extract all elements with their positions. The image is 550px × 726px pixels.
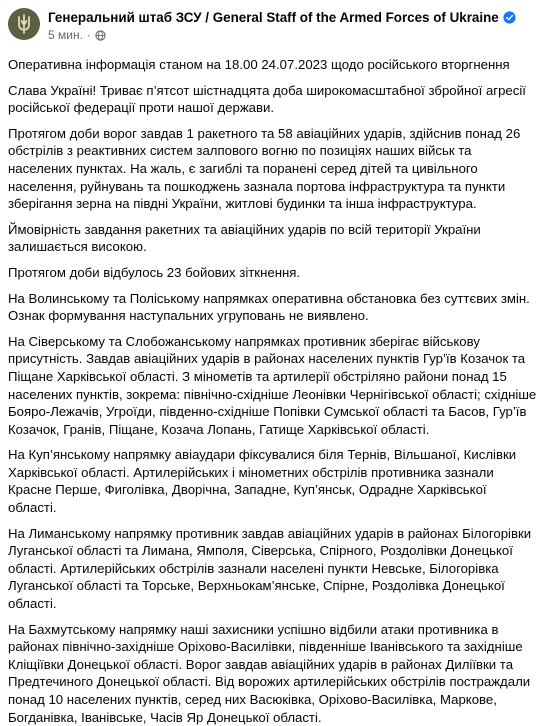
trident-emblem-icon xyxy=(13,13,35,35)
post-paragraph: Оперативна інформація станом на 18.00 24.07.2023 щодо російського вторгнення xyxy=(8,57,510,72)
post-paragraph: Протягом доби відбулось 23 бойових зіткнення. xyxy=(8,264,301,280)
page-avatar[interactable] xyxy=(8,8,40,40)
post-paragraph: На Волинському та Поліському напрямках оперативна обстановка без суттєвих змін. Ознак формування наступальних угруповань не виявлено. xyxy=(8,290,530,324)
post-paragraph: На Куп’янському напрямку авіаудари фіксувалися біля Тернів, Вільшаної, Кислівки Харківської області. Артилерійських і мінометних обстрілів противника зазнали Красне Перше, Фиголівка, Дворічна, Западне, Куп’янськ, Одрадне Харківської області. xyxy=(8,447,517,516)
post-body xyxy=(8,56,538,726)
post-meta xyxy=(48,28,516,42)
post-header xyxy=(8,8,538,56)
verified-badge-icon xyxy=(503,11,516,24)
post-timestamp[interactable]: 5 мин. xyxy=(48,28,83,42)
post-paragraph: На Сіверському та Слобожанському напрямках противник зберігає військову присутність. Завдав авіаційних ударів в районах населених пунктів Гур’їв Козачок та Піщане Харківської області. З мінометів та артилерії обстріляно райони понад 15 населених пунктів, зокрема: північно-східніше Леонівки Чернігівської області; східніше Бояро-Лежачів, Угроїди, південно-східніше Попівки Сумської області та Басов, Гур’їв Козачок, Гранів, Піщане, Козача Лопань, Гатище Харківської області. xyxy=(8,333,537,437)
post-paragraph: На Лиманському напрямку противник завдав авіаційних ударів в районах Білогорівки Луганської області та Лимана, Ямполя, Сіверська, Спірного, Роздолівки Донецької області. Артилерійських обстрілів зазнали населені пункти Невське, Білогорівка Луганської області та Торське, Верхньокам’янське, Спірне, Роздолівка Донецької області. xyxy=(8,525,532,612)
globe-icon[interactable] xyxy=(95,30,106,41)
post-paragraph: Ймовірність завдання ракетних та авіаційних ударів по всій території України залишається високою. xyxy=(8,221,481,255)
post-paragraph: Слава Україні! Триває п’ятсот шістнадцята доба широкомасштабної збройної агресії російської федерації проти нашої держави. xyxy=(8,82,526,116)
post-paragraph: Протягом доби ворог завдав 1 ракетного та 58 авіаційних ударів, здійснив понад 26 обстрілів з реактивних систем залпового вогню по позиціях наших військ та населених пунктах. На жаль, є загиблі та поранені серед дітей та цивільного населення, руйнувань та пошкоджень зазнала портова інфраструктура та пункти зберігання зерна на півдні України, житлові будинки та інша інфраструктура. xyxy=(8,125,521,212)
post-author-name[interactable]: Генеральний штаб ЗСУ / General Staff of the Armed Forces of Ukraine xyxy=(48,9,499,25)
meta-separator: · xyxy=(86,28,91,42)
post-paragraph: На Бахмутському напрямку наші захисники успішно відбили атаки противника в районах північно-західніше Оріхово-Василівки, південніше Іванівського та західніше Кліщіївки Донецької області. Ворог завдав авіаційних ударів в районах Диліївки та Предтечиного Донецької області. Від ворожих артилерійських обстрілів постраждали понад 10 населених пунктів, серед них Васюківка, Оріхово-Василівка, Маркове, Богданівка, Іванівське, Часів Яр Донецької області. xyxy=(8,621,531,725)
